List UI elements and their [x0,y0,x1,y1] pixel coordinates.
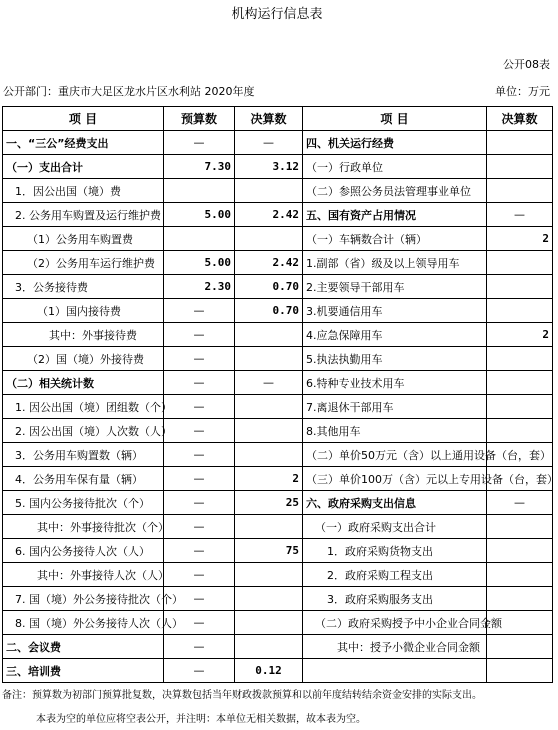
table-row [3,203,553,227]
row-right-label: 8.其他用车 [303,419,487,443]
row-final [235,635,303,659]
department-line: 公开部门：重庆市大足区龙水片区水利站 2020年度 [3,85,255,98]
row-right-label: 六、政府采购支出信息 [303,491,487,515]
row-final [235,179,303,203]
table-header-row [3,107,553,131]
row-right-value [487,635,553,659]
unit-label: 单位：万元 [495,85,550,98]
row-budget: 5.00 [164,203,235,227]
header-final: 决算数 [235,107,303,131]
row-budget: — [164,371,235,395]
row-budget: — [164,443,235,467]
row-final [235,443,303,467]
row-budget: — [164,395,235,419]
row-right-label: （二）政府采购授予中小企业合同金额 [303,611,487,635]
row-budget: 5.00 [164,251,235,275]
row-final [235,395,303,419]
table-row [3,371,553,395]
row-label: 6. 国内公务接待人次（人） [3,539,164,563]
footnote: 备注：预算数为初部门预算批复数，决算数包括当年财政拨款预算和以前年度结转结余资金安排的实际支出。 [2,690,482,701]
row-final: — [235,371,303,395]
row-budget: — [164,611,235,635]
row-final: 0.70 [235,275,303,299]
row-right-label: 2.主要领导干部用车 [303,275,487,299]
row-final: 3.12 [235,155,303,179]
table-row [3,251,553,275]
form-number: 公开08表 [503,58,550,71]
row-right-label: （三）单价100万（含）元以上专用设备（台，套） [303,467,487,491]
row-right-value [487,155,553,179]
row-budget: — [164,515,235,539]
row-right-label [303,659,487,683]
row-right-value [487,251,553,275]
row-right-value: — [487,203,553,227]
row-right-label: 1．政府采购货物支出 [303,539,487,563]
info-table [2,106,558,683]
row-final [235,347,303,371]
row-budget: 2.30 [164,275,235,299]
row-right-value [487,179,553,203]
row-right-value [487,347,553,371]
row-final: 2.42 [235,251,303,275]
header-final-right: 决算数 [487,107,553,131]
row-right-value [487,587,553,611]
row-right-label: （二）参照公务员法管理事业单位 [303,179,487,203]
table-row [3,419,553,443]
row-right-value [487,659,553,683]
row-right-label: （一）政府采购支出合计 [303,515,487,539]
row-right-value [487,563,553,587]
row-label: 一、“三公”经费支出 [3,131,164,155]
row-right-value [487,131,553,155]
row-final [235,515,303,539]
row-right-label: 7.离退休干部用车 [303,395,487,419]
row-right-value [487,371,553,395]
table-row [3,347,553,371]
row-label: 1．因公出国（境）费 [3,179,164,203]
row-label: 三、培训费 [3,659,164,683]
row-right-value [487,515,553,539]
row-label: 1. 因公出国（境）团组数（个） [3,395,164,419]
row-label: 4．公务用车保有量（辆） [3,467,164,491]
row-budget: — [164,539,235,563]
table-row [3,659,553,683]
row-label: 7. 国（境）外公务接待批次（个） [3,587,164,611]
row-right-label: 其中：授予小微企业合同金额 [303,635,487,659]
table-row [3,539,553,563]
row-final: 0.70 [235,299,303,323]
row-budget: — [164,299,235,323]
row-right-label: 4.应急保障用车 [303,323,487,347]
row-right-label: 3．政府采购服务支出 [303,587,487,611]
row-label: （2）国（境）外接待费 [3,347,164,371]
table-row [3,611,553,635]
row-budget [164,179,235,203]
row-label: （二）相关统计数 [3,371,164,395]
table-row [3,275,553,299]
row-budget: — [164,659,235,683]
header-item-right: 项 目 [303,107,487,131]
row-final: 2 [235,467,303,491]
row-label: 8. 国（境）外公务接待人次（人） [3,611,164,635]
row-right-label: 3.机要通信用车 [303,299,487,323]
row-budget: — [164,419,235,443]
row-label: 二、会议费 [3,635,164,659]
row-right-value: 2 [487,323,553,347]
row-budget: — [164,587,235,611]
row-budget: — [164,467,235,491]
row-final: 0.12 [235,659,303,683]
table-row [3,323,553,347]
row-right-value [487,299,553,323]
table-row [3,635,553,659]
row-budget: 7.30 [164,155,235,179]
row-right-label: 四、机关运行经费 [303,131,487,155]
row-right-label: （二）单价50万元（含）以上通用设备（台，套） [303,443,487,467]
table-row [3,227,553,251]
row-label: 5. 国内公务接待批次（个） [3,491,164,515]
row-final [235,227,303,251]
table-row [3,443,553,467]
row-final [235,323,303,347]
row-right-value [487,419,553,443]
row-right-value [487,395,553,419]
row-budget: — [164,347,235,371]
row-budget: — [164,323,235,347]
table-row [3,587,553,611]
table-row [3,563,553,587]
table-row [3,131,553,155]
row-right-label: 2．政府采购工程支出 [303,563,487,587]
row-final [235,563,303,587]
row-label: （1）公务用车购置费 [3,227,164,251]
row-label: 3．公务接待费 [3,275,164,299]
table-row [3,155,553,179]
row-final: 25 [235,491,303,515]
row-right-label: （一）车辆数合计（辆） [303,227,487,251]
row-right-value [487,539,553,563]
row-label: 2. 公务用车购置及运行维护费 [3,203,164,227]
row-label: 3．公务用车购置数（辆） [3,443,164,467]
row-final: 75 [235,539,303,563]
row-label: 其中：外事接待费 [3,323,164,347]
row-budget: — [164,491,235,515]
page-title: 机构运行信息表 [231,7,323,22]
row-budget [164,227,235,251]
table-row [3,299,553,323]
table-row [3,395,553,419]
row-label: 其中：外事接待批次（个） [3,515,164,539]
row-right-label: 6.特种专业技术用车 [303,371,487,395]
table-row [3,467,553,491]
header-item: 项 目 [3,107,164,131]
row-label: 其中：外事接待人次（人） [3,563,164,587]
row-final: 2.42 [235,203,303,227]
row-label: （2）公务用车运行维护费 [3,251,164,275]
row-right-label: （一）行政单位 [303,155,487,179]
table-row [3,179,553,203]
row-right-label: 五、国有资产占用情况 [303,203,487,227]
row-right-value: 2 [487,227,553,251]
row-budget: — [164,635,235,659]
row-right-label: 5.执法执勤用车 [303,347,487,371]
header-budget: 预算数 [164,107,235,131]
row-right-value: — [487,491,553,515]
row-label: 2. 因公出国（境）人次数（人） [3,419,164,443]
row-budget: — [164,563,235,587]
row-final [235,587,303,611]
row-budget: — [164,131,235,155]
row-label: （一）支出合计 [3,155,164,179]
table-row [3,515,553,539]
footnote-2: 本表为空的单位应将空表公开，并注明：本单位无相关数据，故本表为空。 [36,714,366,725]
row-right-value [487,275,553,299]
table-row [3,491,553,515]
row-final [235,611,303,635]
row-label: （1）国内接待费 [3,299,164,323]
row-final: — [235,131,303,155]
row-right-label: 1.副部（省）级及以上领导用车 [303,251,487,275]
row-final [235,419,303,443]
